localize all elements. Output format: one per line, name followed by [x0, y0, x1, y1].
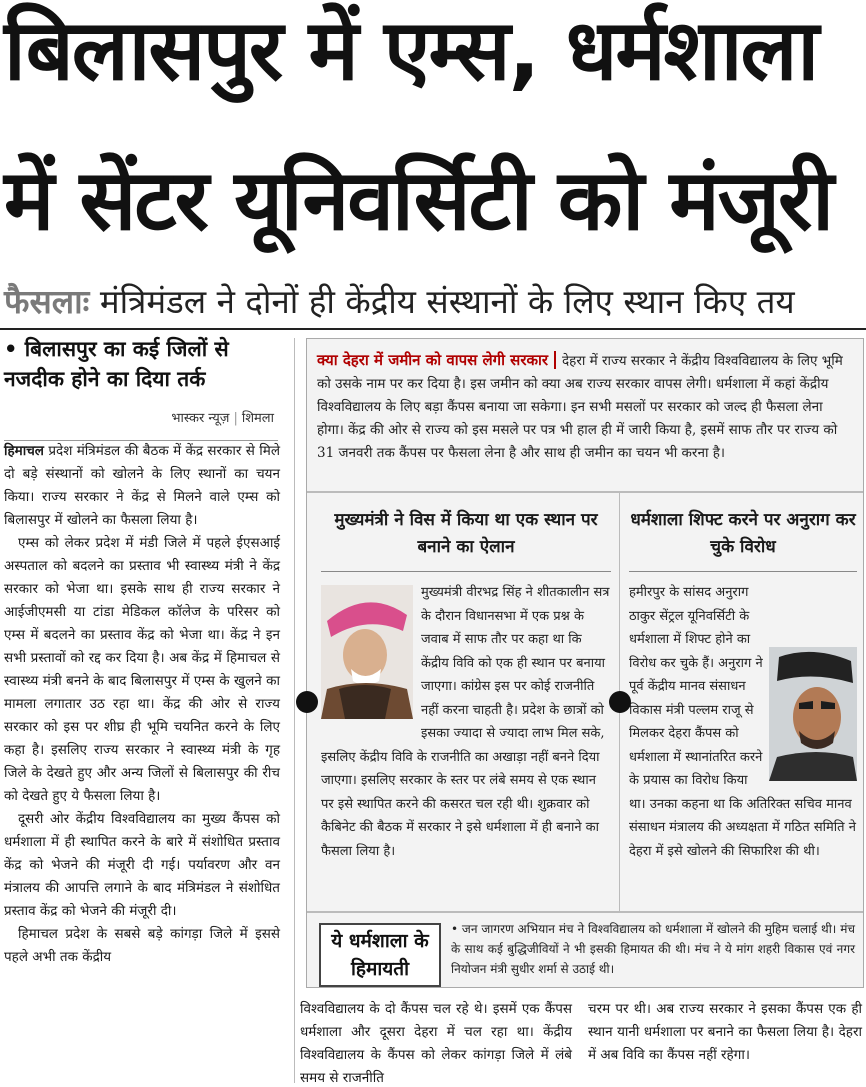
anurag-heading-rule [629, 571, 857, 572]
anurag-section-text: हमीरपुर के सांसद अनुराग ठाकुर सेंट्रल यूनिवर्सिटी के धर्मशाला में शिफ्ट होने का विरोध कर चुके हैं। अनुराग ने पूर्व केंद्रीय मानव संसाधन विकास मंत्री पल्लम राजू से मिलकर देहरा कैंपस को धर्मशाला में स्थानांतरित करने के प्रयास का विरोध किया था। उनका कहना था कि अतिरिक्त सचिव मानव संसाधन मंत्रालय की अध्यक्षता में गठित समिति ने देहरा में इसे खोलने की सिफारिश की थी। [629, 585, 856, 859]
headline-line-2: में सेंटर यूनिवर्सिटी को मंजूरी [4, 151, 833, 249]
headline-line-1: बिलासपुर में एम्स, धर्मशाला [4, 1, 818, 99]
byline-agency: भास्कर न्यूज़ [171, 411, 230, 426]
top-divider [0, 328, 866, 330]
byline-city: शिमला [241, 411, 274, 426]
article-paragraph: एम्स को लेकर प्रदेश में मंडी जिले में पहले ईएसआई अस्पताल को बदलने का प्रस्ताव भी स्वास्थ्य मंत्री ने केंद्र सरकार को भेजा था। इसके साथ ही राज्य सरकार ने आईजीएमसी या टांडा मेडिकल कॉलेज के परिसर को एम्स में बदलने का प्रस्ताव केंद्र को भेजा था। केंद्र ने इन सभी प्रस्तावों को रद्द कर दिया है। अब केंद्र में हिमाचल से स्वास्थ्य मंत्री बनने के बाद बिलासपुर में एम्स के खुलने का मामला लगातार उठ रहा था। केंद्र की ओर से राज्य सरकार को इस पर शीघ्र ही भूमि चयनित करने के लिए कहा है। इसलिए राज्य सरकार ने स्वास्थ्य मंत्री के गृह जिले के देखते हुए और अन्य जिलों से बिलासपुर की रीच को देखते हुए ये फैसला लिया है। [4, 535, 280, 804]
dehra-section [317, 349, 853, 465]
left-column-header [0, 334, 282, 441]
sidebar-box [306, 338, 864, 988]
cm-heading-rule [321, 571, 611, 572]
subhead-text: मंत्रिमंडल ने दोनों ही केंद्रीय संस्थानों के लिए स्थान किए तय [99, 282, 795, 321]
lead-word: हिमाचल [4, 443, 44, 459]
cm-section [321, 581, 611, 863]
supporters-label: ये धर्मशाला के हिमायती [319, 923, 441, 987]
dehra-kicker: क्या देहरा में जमीन को वापस लेगी सरकार [317, 351, 556, 369]
article-paragraph: दूसरी ओर केंद्रीय विश्वविद्यालय का मुख्य कैंपस को धर्मशाला में ही स्थापित करने के बारे में संशोधित प्रस्ताव केंद्र को भेजने की मंजूरी दी गई। पर्यावरण और वन मंत्रालय की आपत्ति लगाने के बाद मंत्रिमंडल ने संशोधित प्रस्ताव केंद्र को भेजने की मंजूरी दी। [4, 811, 280, 919]
bottom-column-a: विश्वविद्यालय के दो कैंपस चल रहे थे। इसमें एक कैंपस धर्मशाला और दूसरा देहरा में चल रहा था। केंद्रीय विश्वविद्यालय के कैंपस को लेकर कांगड़ा जिले में लंबे समय से राजनीति [300, 1001, 572, 1086]
cm-photo [321, 585, 413, 719]
anurag-portrait-image [769, 647, 857, 781]
article-paragraph: हिमाचल प्रदेश के सबसे बड़े कांगड़ा जिले में इससे पहले अभी तक केंद्रीय [4, 926, 280, 965]
box-bottom-divider [307, 911, 863, 913]
bullet-dot [296, 691, 318, 713]
bottom-column-b: चरम पर थी। अब राज्य सरकार ने इसका कैंपस एक ही स्थान यानी धर्मशाला पर बनाने का फैसला लिया है। देहरा में अब विवि का कैंपस नहीं रहेगा। [588, 1001, 862, 1063]
box-divider [307, 491, 863, 493]
anurag-section [629, 581, 857, 863]
cm-portrait-image [321, 585, 413, 719]
dehra-text: देहरा में राज्य सरकार ने केंद्रीय विश्वविद्यालय के लिए भूमि को उसके नाम पर कर दिया है। इस जमीन को क्या अब राज्य सरकार वापस लेगी। धर्मशाला में कहां केंद्रीय विश्वविद्यालय के लिए बड़ा कैंपस बनाया जा सकेगा। इन सभी मसलों पर सरकार को जल्द ही फैसला लेना होगा। केंद्र की ओर से राज्य को इस मसले पर पत्र भी हाल ही में जारी किया है, इसमें साफ तौर पर राज्य को 31 जनवरी तक कैंपस पर फैसला लेना है और साथ ही जमीन का चयन भी करना है। [317, 353, 843, 461]
article-paragraph: हिमाचल प्रदेश मंत्रिमंडल की बैठक में केंद्र सरकार से मिले दो बड़े संस्थानों को खोलने के लिए स्थानों का चयन किया। राज्य सरकार ने केंद्र से मिलने वाले एम्स को बिलासपुर में खोलने का फैसला लिया है। [4, 443, 281, 528]
subheadline [4, 280, 862, 324]
byline: भास्कर न्यूज़ | शिमला [171, 411, 274, 426]
bullet-dot [609, 691, 631, 713]
cm-section-text: मुख्यमंत्री वीरभद्र सिंह ने शीतकालीन सत्र के दौरान विधानसभा में एक प्रश्न के जवाब में साफ तौर पर कहा था कि केंद्रीय विवि को एक ही स्थान पर बनाया जाएगा। कांग्रेस इस पर कोई राजनीति नहीं करना चाहती है। प्रदेश के छात्रों को इसका ज्यादा से ज्यादा लाभ मिल सके, इसलिए केंद्रीय विवि के राजनीति का अखाड़ा नहीं बनने दिया जाएगा। इसलिए सरकार के स्तर पर लंबे समय से एक स्थान पर इसे स्थापित करने की कसरत चल रही थी। शुक्रवार को कैबिनेट की बैठक में सरकार ने इसे धर्मशाला में ही बनाने का फैसला लिया है। [321, 585, 610, 859]
cm-section-heading: मुख्यमंत्री ने विस में किया था एक स्थान पर बनाने का ऐलान [334, 510, 598, 557]
supporters-text: • जन जागरण अभियान मंच ने विश्वविद्यालय को धर्मशाला में खोलने की मुहिम चलाई थी। मंच के साथ कई बुद्धिजीवियों ने भी इसकी हिमायत की थी। मंच ने ये मांग शहरी विकास एवं नगर नियोजन मंत्री सुधीर शर्मा से उठाई थी। [451, 922, 855, 976]
left-kicker: • बिलासपुर का कई जिलों से नजदीक होने का दिया तर्क [4, 337, 229, 391]
main-article-body [4, 440, 280, 969]
anurag-section-heading: धर्मशाला शिफ्ट करने पर अनुराग कर चुके विरोध [630, 510, 856, 557]
column-separator [294, 338, 295, 1083]
anurag-photo [769, 647, 857, 781]
subhead-label: फैसलाः [4, 282, 90, 321]
